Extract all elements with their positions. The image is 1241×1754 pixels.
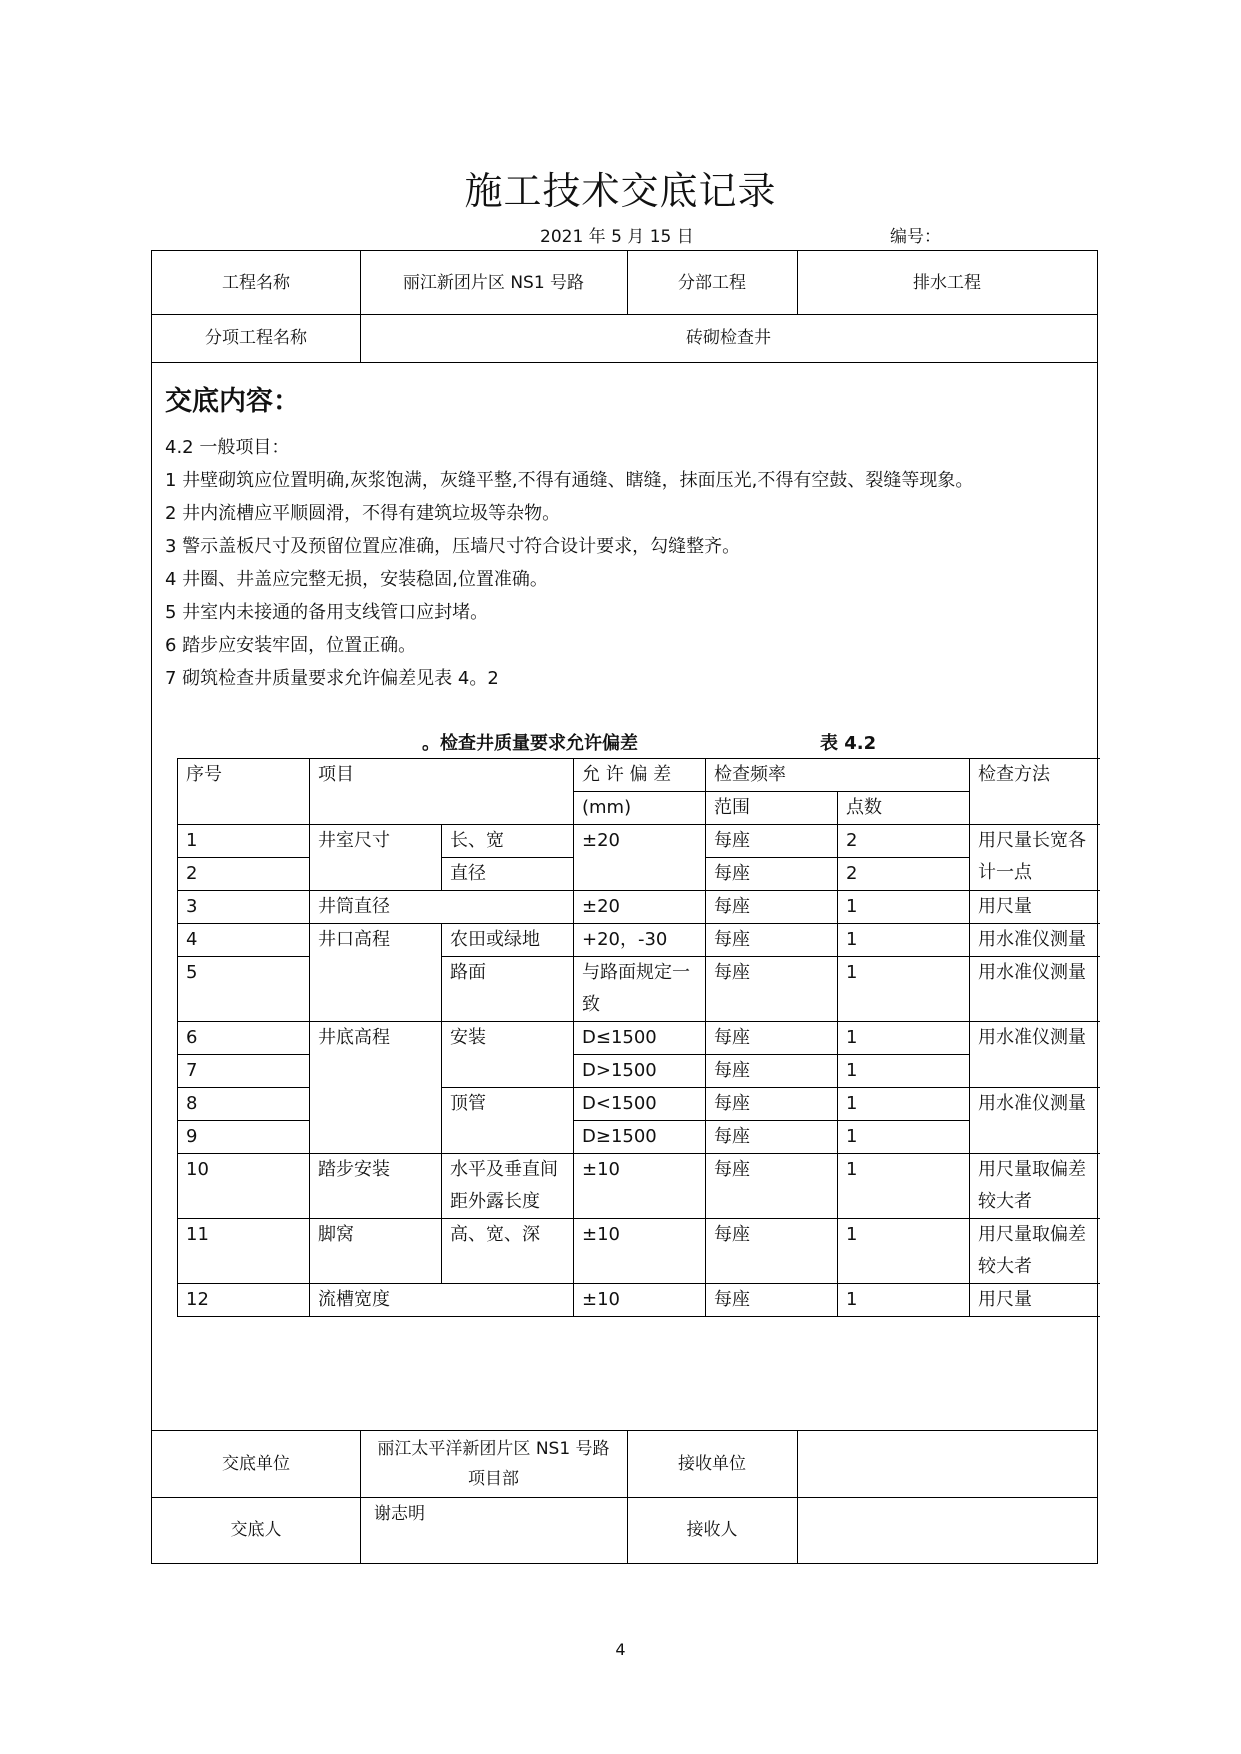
cell-points: 1 — [838, 1055, 970, 1088]
tolerance-table — [177, 758, 1100, 1317]
content-line: 6 踏步应安装牢固，位置正确。 — [165, 635, 417, 656]
cell-range: 每座 — [706, 858, 838, 891]
form-divider — [360, 1430, 361, 1564]
cell-no: 11 — [178, 1219, 310, 1284]
cell-tolerance: ±10 — [574, 1219, 706, 1284]
content-line: 5 井室内未接通的备用支线管口应封堵。 — [165, 602, 489, 623]
content-line: 1 井壁砌筑应位置明确,灰浆饱满，灰缝平整,不得有通缝、瞎缝，抹面压光,不得有空鼓、裂缝等现象。 — [165, 470, 974, 491]
cell-range: 每座 — [706, 1284, 838, 1317]
cell-points: 1 — [838, 1219, 970, 1284]
project-name-value: 丽江新团片区 NS1 号路 — [402, 272, 585, 293]
cell-no: 3 — [178, 891, 310, 924]
cell-range: 每座 — [706, 1121, 838, 1154]
cell-no: 5 — [178, 957, 310, 1022]
receive-unit-value — [797, 1430, 1097, 1497]
cell-range: 每座 — [706, 1154, 838, 1219]
cell-range: 每座 — [706, 1022, 838, 1055]
header-method: 检查方法 — [970, 759, 1100, 825]
cell-tolerance: D>1500 — [574, 1055, 706, 1088]
cell-tolerance: +20，-30 — [574, 924, 706, 957]
cell-item: 井室尺寸 — [310, 825, 442, 891]
cell-points: 1 — [838, 1121, 970, 1154]
cell-item: 踏步安装 — [310, 1154, 442, 1219]
cell-subitem: 水平及垂直间距外露长度 — [442, 1154, 574, 1219]
disclosure-heading: 交底内容： — [165, 386, 300, 417]
cell-item: 井底高程 — [310, 1022, 442, 1154]
cell-subitem: 安装 — [442, 1022, 574, 1088]
serial-number-label: 编号： — [890, 227, 941, 247]
division-label: 分部工程 — [678, 272, 746, 293]
table-number: 表 4.2 — [820, 733, 877, 754]
cell-points: 1 — [838, 891, 970, 924]
cell-subitem: 直径 — [442, 858, 574, 891]
discloser-value: 谢志明 — [374, 1504, 425, 1524]
cell-points: 1 — [838, 1088, 970, 1121]
header-frequency: 检查频率 — [706, 759, 970, 792]
cell-method: 用尺量取偏差较大者 — [970, 1154, 1100, 1219]
header-tolerance: 允 许 偏 差 — [574, 759, 706, 792]
table-row — [178, 1022, 1100, 1055]
cell-no: 1 — [178, 825, 310, 858]
table-row — [178, 891, 1100, 924]
cell-points: 2 — [838, 825, 970, 858]
table-row — [178, 825, 1100, 858]
subitem-label: 分项工程名称 — [205, 328, 307, 348]
cell-method: 用水准仪测量 — [970, 924, 1100, 957]
page-number: 4 — [615, 1640, 626, 1659]
cell-no: 8 — [178, 1088, 310, 1121]
table-row — [178, 759, 1100, 792]
content-line: 2 井内流槽应平顺圆滑，不得有建筑垃圾等杂物。 — [165, 503, 561, 524]
header-item: 项目 — [310, 759, 574, 825]
cell-item: 流槽宽度 — [310, 1284, 574, 1317]
date-text: 2021 年 5 月 15 日 — [540, 227, 694, 247]
cell-tolerance: D<1500 — [574, 1088, 706, 1121]
cell-points: 1 — [838, 1284, 970, 1317]
cell-tolerance: D≥1500 — [574, 1121, 706, 1154]
disclose-unit-label: 交底单位 — [222, 1453, 290, 1474]
table-row — [178, 1284, 1100, 1317]
cell-range: 每座 — [706, 825, 838, 858]
cell-subitem: 路面 — [442, 957, 574, 1022]
receiver-value — [797, 1497, 1097, 1563]
page-title: 施工技术交底记录 — [464, 169, 777, 213]
cell-points: 1 — [838, 924, 970, 957]
cell-tolerance: D≤1500 — [574, 1022, 706, 1055]
cell-points: 1 — [838, 1022, 970, 1055]
table-row — [178, 1154, 1100, 1219]
cell-no: 7 — [178, 1055, 310, 1088]
cell-subitem: 顶管 — [442, 1088, 574, 1154]
cell-method: 用水准仪测量 — [970, 957, 1100, 1022]
cell-range: 每座 — [706, 924, 838, 957]
header-no: 序号 — [178, 759, 310, 825]
cell-method: 用水准仪测量 — [970, 1088, 1100, 1154]
cell-item: 井口高程 — [310, 924, 442, 1022]
receiver-label: 接收人 — [686, 1520, 738, 1540]
cell-range: 每座 — [706, 1088, 838, 1121]
table-row — [178, 924, 1100, 957]
content-line: 3 警示盖板尺寸及预留位置应准确，压墙尺寸符合设计要求，勾缝整齐。 — [165, 536, 741, 557]
cell-no: 4 — [178, 924, 310, 957]
table-row — [178, 1219, 1100, 1284]
table-caption: 。检查井质量要求允许偏差 — [422, 733, 638, 754]
project-name-label: 工程名称 — [222, 272, 290, 293]
content-line: 7 砌筑检查井质量要求允许偏差见表 4。2 — [165, 668, 499, 689]
content-line: 4 井圈、井盖应完整无损，安装稳固,位置准确。 — [165, 569, 548, 590]
cell-item: 井筒直径 — [310, 891, 574, 924]
cell-method: 用尺量长宽各计一点 — [970, 825, 1100, 891]
cell-method: 用尺量 — [970, 1284, 1100, 1317]
cell-tolerance: ±10 — [574, 1284, 706, 1317]
cell-no: 2 — [178, 858, 310, 891]
cell-subitem: 农田或绿地 — [442, 924, 574, 957]
cell-subitem: 长、宽 — [442, 825, 574, 858]
cell-range: 每座 — [706, 1055, 838, 1088]
header-points: 点数 — [838, 792, 970, 825]
cell-no: 12 — [178, 1284, 310, 1317]
cell-tolerance: ±20 — [574, 891, 706, 924]
cell-method: 用尺量 — [970, 891, 1100, 924]
cell-no: 6 — [178, 1022, 310, 1055]
form-divider — [152, 362, 1097, 363]
header-range: 范围 — [706, 792, 838, 825]
cell-range: 每座 — [706, 1219, 838, 1284]
cell-points: 1 — [838, 1154, 970, 1219]
disclosure-content — [165, 431, 1085, 695]
record-form — [151, 250, 1098, 1564]
cell-no: 9 — [178, 1121, 310, 1154]
header-tolerance-unit: (mm) — [574, 792, 706, 825]
cell-range: 每座 — [706, 957, 838, 1022]
cell-range: 每座 — [706, 891, 838, 924]
receive-unit-label: 接收单位 — [678, 1453, 746, 1474]
cell-method: 用尺量取偏差较大者 — [970, 1219, 1100, 1284]
cell-no: 10 — [178, 1154, 310, 1219]
discloser-label: 交底人 — [230, 1520, 282, 1540]
cell-points: 1 — [838, 957, 970, 1022]
cell-tolerance: 与路面规定一致 — [574, 957, 706, 1022]
cell-tolerance: ±10 — [574, 1154, 706, 1219]
disclose-unit-value: 丽江太平洋新团片区 NS1 号路项目部 — [377, 1438, 610, 1489]
subitem-value: 砖砌检查井 — [686, 328, 771, 348]
division-value: 排水工程 — [913, 272, 981, 293]
cell-tolerance: ±20 — [574, 825, 706, 891]
content-line: 4.2 一般项目： — [165, 437, 290, 458]
cell-item: 脚窝 — [310, 1219, 442, 1284]
cell-subitem: 高、宽、深 — [442, 1219, 574, 1284]
cell-points: 2 — [838, 858, 970, 891]
cell-method: 用水准仪测量 — [970, 1022, 1100, 1088]
